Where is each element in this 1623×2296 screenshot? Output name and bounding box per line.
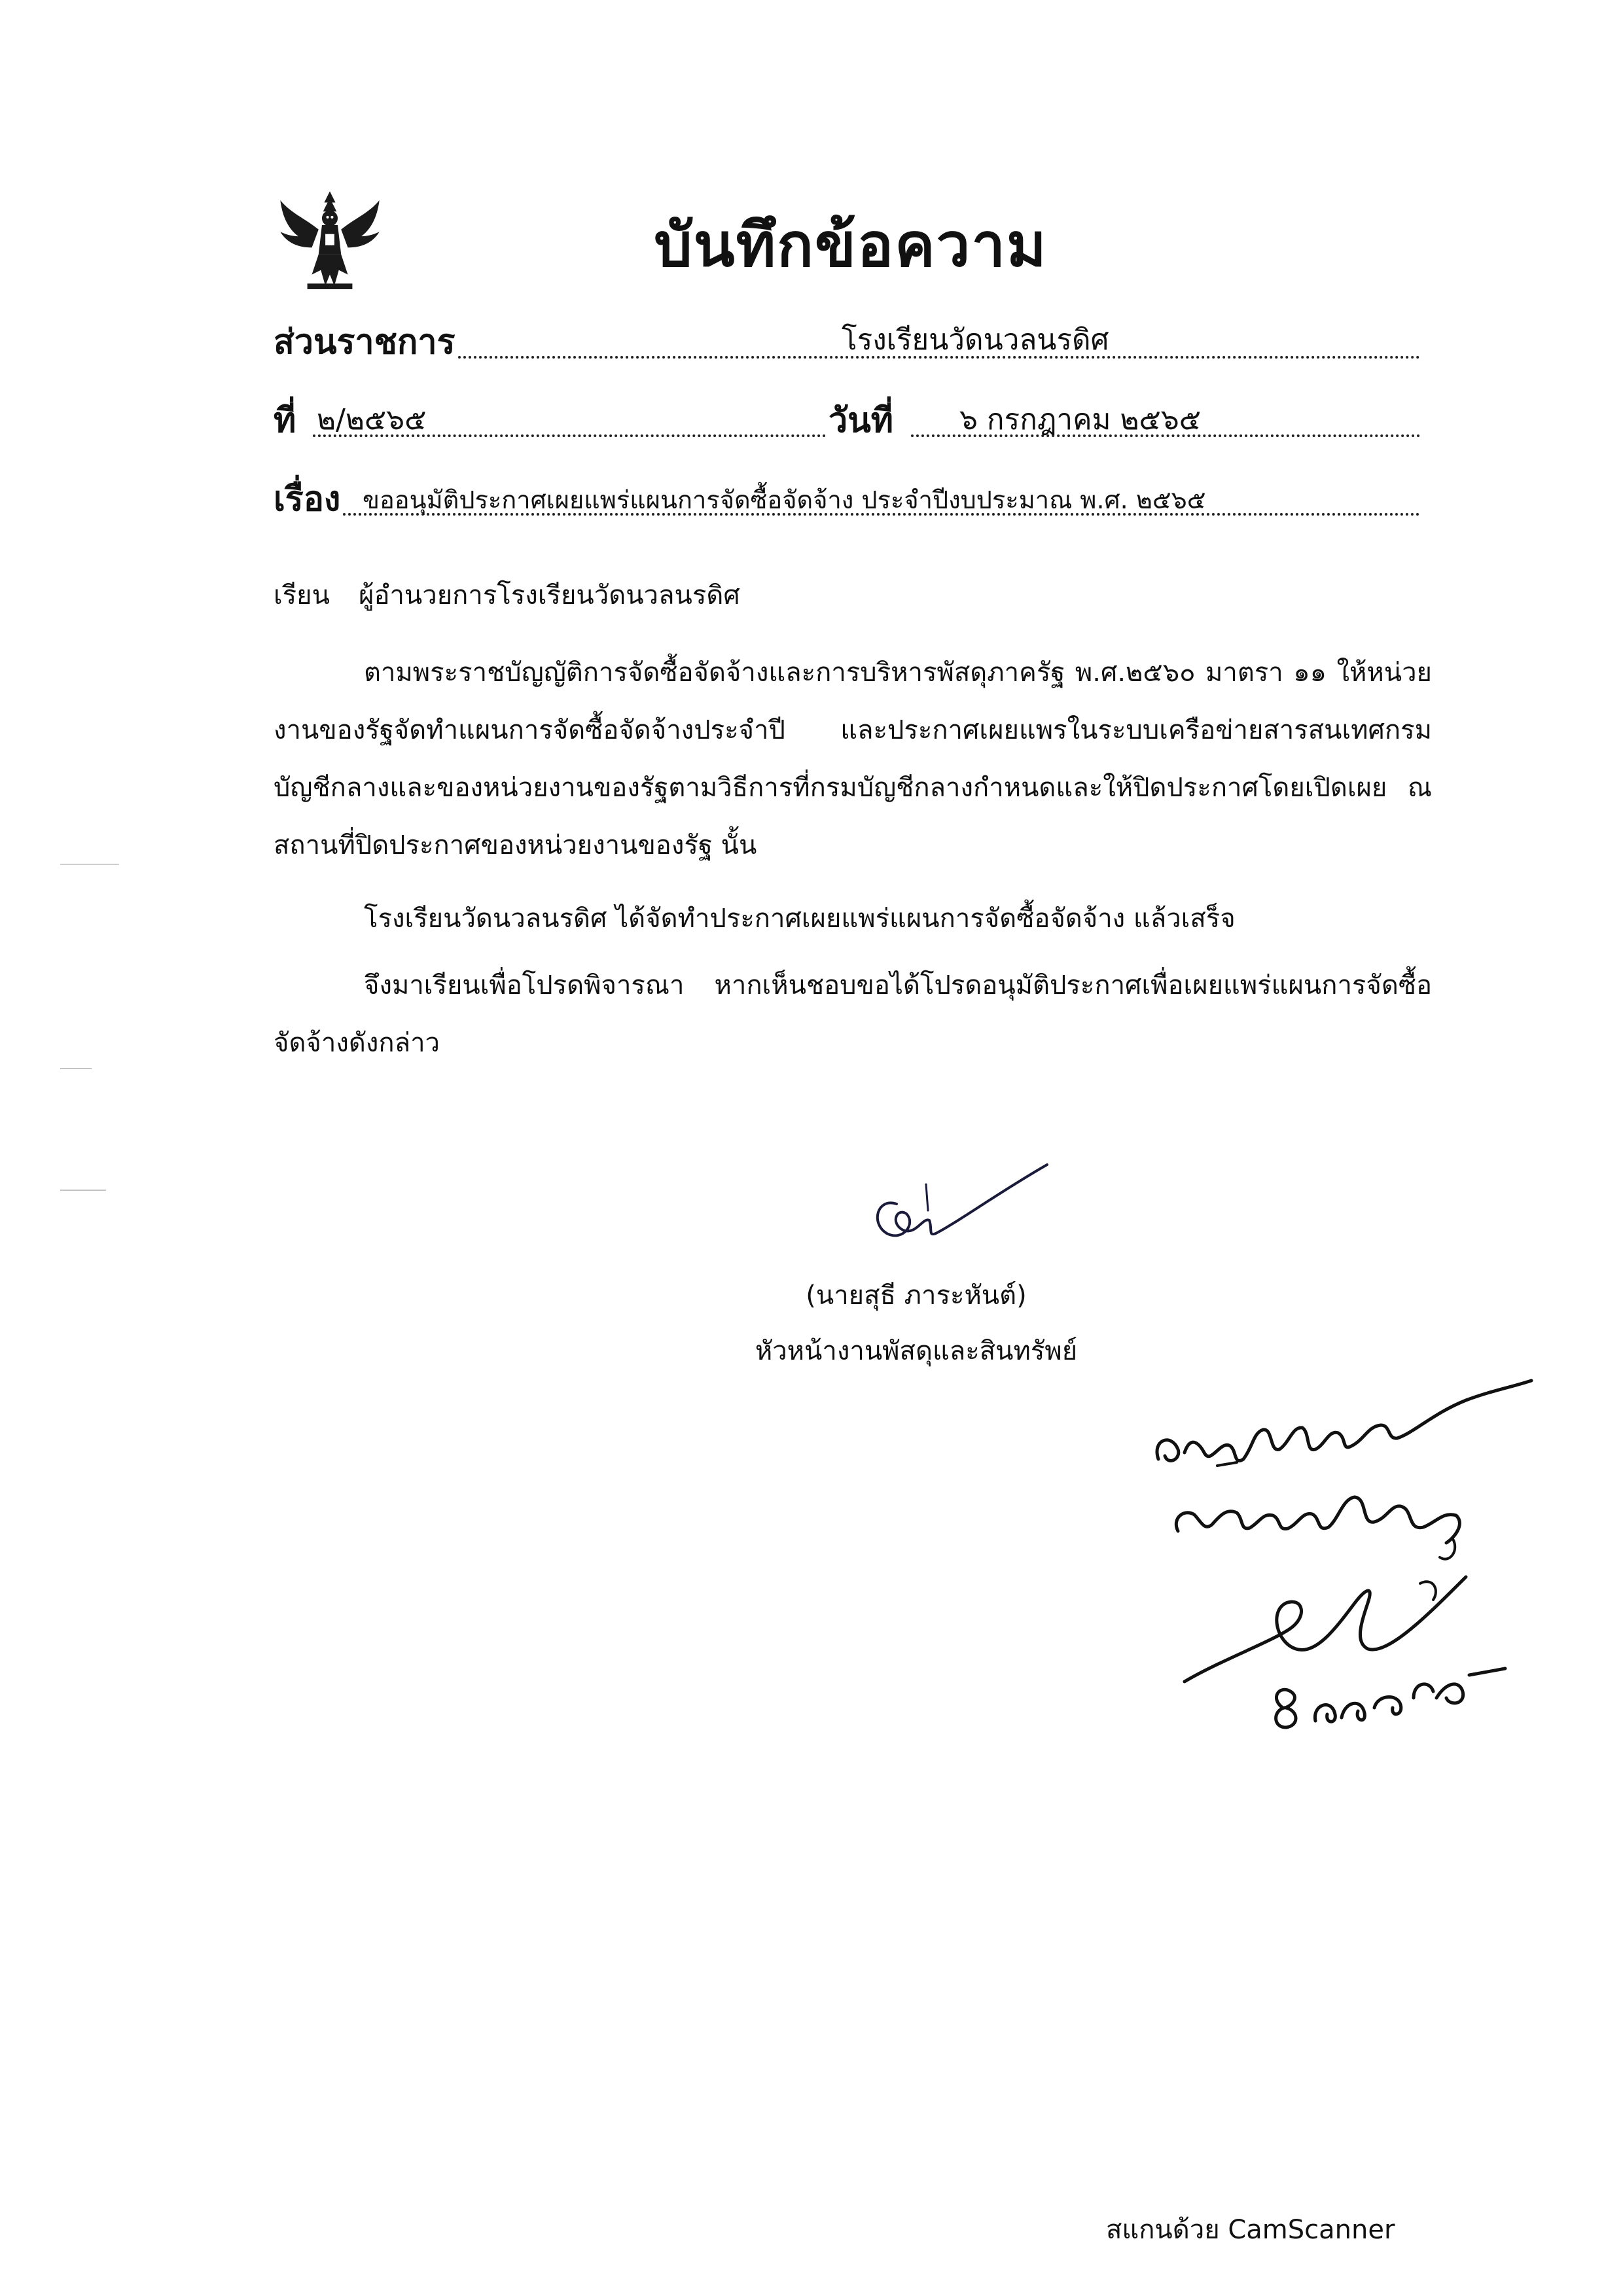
- ref-label: ที่: [274, 401, 296, 440]
- signer-name: (นายสุธี ภาระหันต์): [806, 1280, 1027, 1311]
- salutation: [274, 576, 740, 615]
- scan-edge-mark: [60, 1190, 106, 1191]
- scan-edge-mark: [60, 1068, 92, 1069]
- handwritten-approval-note: [1139, 1368, 1544, 1826]
- department-label: ส่วนราชการ: [274, 323, 455, 362]
- camscanner-footer: สแกนด้วย CamScanner: [1106, 2215, 1395, 2245]
- date-value: ๖ กรกฎาคม ๒๕๖๕: [959, 403, 1202, 436]
- salutation-recipient: ผู้อำนวยการโรงเรียนวัดนวลนรดิศ: [359, 580, 740, 610]
- garuda-emblem-icon: [274, 185, 386, 297]
- signer-signature-icon: [851, 1152, 1073, 1263]
- body-paragraph-1: ตามพระราชบัญญัติการจัดซื้อจัดจ้างและการบริหารพัสดุภาครัฐ พ.ศ.๒๕๖๐ มาตรา ๑๑ ให้หน่วยงานของรัฐจัดทำแผนการจัดซื้อจัดจ้างประจำปี และประกาศเผยแพรในระบบเครือข่ายสารสนเทศกรมบัญชีกลางและของหน่วยงานของรัฐตามวิธีการที่กรมบัญชีกลางกำหนดและให้ปิดประกาศโดยเปิดเผย ณ สถานที่ปิดประกาศของหน่วยงานของรัฐ นั้น: [274, 658, 1432, 860]
- body-paragraph-3: จึงมาเรียนเพื่อโปรดพิจารณา หากเห็นชอบขอได้โปรดอนุมัติประกาศเพื่อเผยแพร่แผนการจัดซื้อจัดจ้างดังกล่าว: [274, 970, 1432, 1058]
- signer-position: หัวหน้างานพัสดุและสินทรัพย์: [755, 1336, 1078, 1366]
- date-label: วันที่: [829, 401, 894, 440]
- salutation-label: เรียน: [274, 580, 330, 610]
- scan-edge-mark: [60, 864, 119, 865]
- department-value: โรงเรียนวัดนวลนรดิศ: [842, 323, 1109, 357]
- subject-label: เรื่อง: [274, 480, 341, 519]
- ref-value: ๒/๒๕๖๕: [317, 403, 427, 436]
- subject-value: ขออนุมัติประกาศเผยแพร่แผนการจัดซื้อจัดจ้าง ประจำปีงบประมาณ พ.ศ. ๒๕๖๕: [363, 486, 1206, 514]
- body-paragraph-2: โรงเรียนวัดนวลนรดิศ ได้จัดทำประกาศเผยแพร่แผนการจัดซื้อจัดจ้าง แล้วเสร็จ: [364, 904, 1236, 934]
- memo-title: บันทึกข้อความ: [654, 210, 1048, 280]
